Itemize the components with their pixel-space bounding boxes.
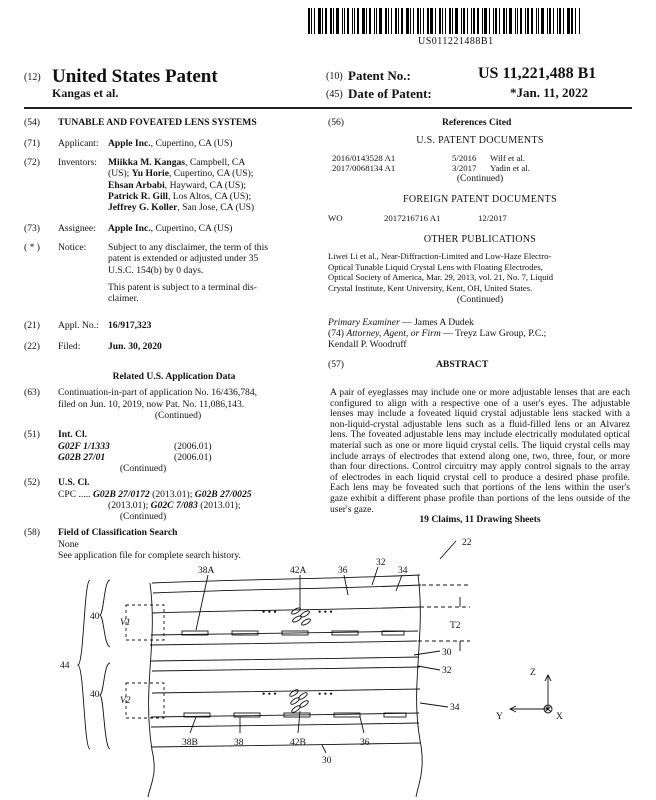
int-cl-code: G02B 27/01 (58, 451, 106, 463)
leader (372, 567, 378, 585)
date-of-patent: *Jan. 11, 2022 (510, 85, 589, 100)
field-num: (21) (24, 320, 40, 331)
leader (418, 666, 440, 670)
field-num: (73) (24, 223, 40, 234)
us-cl-label: U.S. Cl. (58, 477, 90, 489)
publication-line: Optical Society of America, Mar. 29, 2013, vol. 21, No. 7, Liquid (328, 272, 554, 283)
barcode-bar (455, 8, 458, 34)
leader (298, 711, 300, 733)
barcode-bar (379, 8, 382, 34)
barcode-bar (322, 8, 323, 34)
notice-text (108, 242, 324, 304)
layer-line (151, 657, 419, 661)
classification-search-label: Field of Classification Search (58, 527, 178, 539)
field-num: (52) (24, 477, 40, 489)
leader (196, 575, 208, 630)
references-title: References Cited (442, 117, 512, 128)
leader (414, 651, 440, 655)
int-cl-date: (2006.01) (174, 451, 212, 463)
int-cl-date: (2006.01) (174, 440, 212, 452)
appl-no-value: 16/917,323 (108, 320, 152, 331)
filed-value: Jun. 30, 2020 (108, 341, 162, 352)
claims-sheets: 19 Claims, 11 Drawing Sheets (419, 514, 541, 525)
axis-y-label: Y (496, 712, 503, 722)
barcode-bar (536, 8, 537, 34)
ref-38a: 38A (198, 566, 215, 576)
ref-v2: V2 (120, 696, 131, 706)
barcode-bar (482, 8, 483, 34)
barcode-bar (547, 8, 548, 34)
ellipsis-dots: • • • (318, 608, 333, 618)
examiner-label: Primary Examiner (328, 316, 400, 328)
invention-title: TUNABLE AND FOVEATED LENS SYSTEMS (58, 117, 257, 128)
inventor-location: , Campbell, CA (185, 157, 246, 168)
barcode-bar (531, 8, 533, 34)
barcode-bar (342, 8, 343, 34)
us-documents-list (328, 153, 632, 173)
int-cl-code: G02F 1/1333 (58, 440, 110, 452)
barcode-bar (445, 8, 446, 34)
barcode-bar (571, 8, 573, 34)
barcode-bar (463, 8, 465, 34)
reference-date: 12/2017 (478, 212, 507, 223)
barcode-bar (366, 8, 367, 34)
inventor-name: Jeffrey G. Koller (108, 202, 178, 214)
barcode-bar (484, 8, 487, 34)
cpc-label: CPC ..... (58, 488, 91, 500)
notice-label: Notice: (58, 242, 87, 253)
publication-line: Liwei Li et al., Near-Diffraction-Limited and Low-Haze Electro- (328, 251, 552, 262)
field-num: (57) (328, 358, 344, 370)
barcode-bar (473, 8, 475, 34)
publication-line: Optical Tunable Liquid Crystal Lens with Floating Electrodes, (328, 261, 543, 272)
notice-line: claimer. (108, 293, 139, 305)
us-documents-title: U.S. PATENT DOCUMENTS (416, 135, 544, 146)
barcode-bar (467, 8, 468, 34)
axis-triad (510, 675, 552, 713)
barcode-bar (435, 8, 436, 34)
applicant-location: , Cupertino, CA (US) (150, 138, 233, 149)
ellipsis-dots: • • • (262, 608, 277, 618)
assignee-location: , Cupertino, CA (US) (150, 223, 233, 234)
field-num: (56) (328, 117, 344, 128)
field-num: (72) (24, 157, 40, 168)
barcode-bar (369, 8, 371, 34)
inventor-location: , Los Altos, CA (US); (167, 190, 252, 202)
barcode-bar (575, 8, 576, 34)
brace-40-bottom (100, 663, 110, 749)
reference-date: 5/2016 (452, 153, 477, 164)
layer-line (151, 713, 419, 717)
layer-line (150, 641, 417, 645)
label-12: (12) (24, 72, 41, 83)
related-data-title: Related U.S. Application Data (112, 371, 236, 382)
leader (420, 703, 448, 707)
barcode-bar (549, 8, 551, 34)
layer-line (152, 689, 420, 693)
ref-42a: 42A (290, 566, 307, 576)
inventors-list (108, 157, 324, 213)
inventor-name: Patrick R. Gill (108, 190, 168, 202)
ref-34: 34 (398, 566, 408, 576)
ref-22: 22 (462, 538, 472, 548)
barcode-bar (499, 8, 500, 34)
layer-line (152, 607, 420, 613)
barcode-bar (325, 8, 327, 34)
continued-note: (Continued) (119, 462, 167, 474)
assignee-name: Apple Inc. (108, 223, 151, 234)
ref-38: 38 (234, 738, 244, 748)
inventor-location: , San Jose, CA (US) (177, 202, 255, 214)
barcode-bar (449, 8, 451, 34)
barcode-bar (452, 8, 453, 34)
inventor-location: (US); (108, 168, 130, 180)
barcode-bar (553, 8, 554, 34)
barcode-bar (413, 8, 414, 34)
ref-42b: 42B (290, 738, 306, 748)
left-column (24, 117, 324, 563)
cpc-code: G02B 27/0025 (194, 488, 252, 500)
right-column (328, 117, 632, 372)
brace-40-top (100, 580, 110, 647)
date-of-patent-label: Date of Patent: (348, 86, 432, 101)
ellipsis-dots: • • • (262, 690, 277, 700)
ref-36: 36 (360, 738, 370, 748)
reference-row (328, 163, 632, 173)
layer-line (153, 585, 421, 593)
int-cl-label: Int. Cl. (58, 429, 88, 441)
field-num: ( * ) (24, 242, 40, 253)
barcode-bar (541, 8, 544, 34)
inventor-location: , Cupertino, CA (US); (168, 168, 254, 180)
notice-line: U.S.C. 154(b) by 0 days. (108, 264, 204, 276)
ref-30: 30 (442, 648, 452, 658)
cpc-code: G02B 27/0172 (92, 488, 150, 500)
barcode-bar (336, 8, 339, 34)
barcode-bar (314, 8, 315, 34)
attorney-name-2: Kendall P. Woodruff (328, 339, 407, 351)
layer-line (152, 667, 420, 671)
label-10: (10) (326, 71, 343, 82)
barcode-bar (318, 8, 321, 34)
barcode-bar (388, 8, 389, 34)
cpc-date: (2013.01); (108, 499, 149, 511)
barcode-bar (509, 8, 512, 34)
continued-note: (Continued) (119, 511, 167, 523)
inventor-location: , Hayward, CA (US); (164, 179, 247, 191)
inventors-label: Inventors: (58, 157, 97, 168)
ref-38b: 38B (182, 738, 198, 748)
inventor-name: Ehsan Arbabi (108, 179, 165, 191)
reference-number: 2017/0068134 A1 (332, 163, 396, 174)
field-num: (71) (24, 138, 40, 149)
filed-label: Filed: (58, 341, 81, 352)
lc-molecules-bottom (289, 688, 309, 713)
related-line: Continuation-in-part of application No. 16/436,784, (58, 387, 258, 399)
ref-32: 32 (376, 558, 386, 568)
layer-line (152, 575, 420, 583)
axis-z-label: Z (530, 668, 536, 678)
barcode-bar (357, 8, 359, 34)
barcode-bar (385, 8, 387, 34)
barcode-bar (439, 8, 441, 34)
barcode-bar (417, 8, 419, 34)
notice-line: This patent is subject to a terminal dis- (108, 281, 257, 293)
barcode-bar (391, 8, 392, 34)
continued-note: (Continued) (456, 293, 504, 305)
leader (322, 745, 326, 753)
lens-right-edge (416, 575, 422, 797)
appl-no-label: Appl. No.: (58, 320, 99, 331)
reference-row (328, 153, 632, 163)
classification-search-line: See application file for complete search history. (58, 549, 241, 561)
field-num: (58) (24, 527, 40, 539)
ref-40: 40 (90, 612, 100, 622)
abstract-text: A pair of eyeglasses may include one or more adjustable lenses that are each configured to align with a respective one of a user's eyes. The adjustable lenses may include a foveated liquid crystal adjustable lens stacked with a non-liquid-crystal adjustable lens such as a fluid-filled lens or an Alvarez lens. The foveated adjustable lens may include electrically modulated optical material such as one or more liquid crystal cells. The liquid crystal cells may include arrays of electrodes that extend along one, two, three, four, or more than four directions. Control circuitry may apply control signals to the array of electrodes in each liquid crystal cell to produce a desired phase profile. Each lens may be foveated such that portions of the lens within the user's gaze exhibit a different phase profile than portions of the lens outside of the user's gaze. (330, 387, 630, 515)
barcode-bar (347, 8, 349, 34)
layer-line (151, 723, 419, 727)
barcode-bar (525, 8, 526, 34)
other-publications-title: OTHER PUBLICATIONS (423, 233, 537, 245)
barcode-bar (398, 8, 399, 34)
patent-number: US 11,221,488 B1 (478, 65, 597, 82)
ref-30: 30 (322, 756, 332, 766)
notice-line: patent is extended or adjusted under 35 (108, 253, 259, 265)
barcode-bar (374, 8, 375, 34)
field-num: (51) (24, 429, 40, 441)
leader (360, 717, 364, 733)
dim-extension (418, 585, 470, 641)
barcode-bar (354, 8, 355, 34)
barcode-bar (559, 8, 561, 34)
ref-32: 32 (442, 666, 452, 676)
applicant-label: Applicant: (58, 138, 99, 149)
barcode-bar (515, 8, 516, 34)
ref-36: 36 (338, 566, 348, 576)
related-line: filed on Jun. 10, 2019, now Pat. No. 11,086,143. (58, 398, 245, 410)
field-num: (74) (328, 328, 344, 340)
barcode-bar (493, 8, 494, 34)
cpc-date: (2013.01); (152, 488, 193, 500)
notice-line: Subject to any disclaimer, the term of this (108, 242, 269, 253)
document-title: United States Patent (52, 66, 218, 87)
barcode (308, 8, 606, 34)
reference-number: 2017216716 A1 (384, 212, 441, 223)
barcode-bar (308, 8, 310, 34)
ref-t2: T2 (450, 621, 461, 631)
barcode-bar (362, 8, 365, 34)
cpc-code: G02C 7/083 (150, 499, 198, 511)
barcode-bar (423, 8, 424, 34)
barcode-bar (420, 8, 421, 34)
us-cl-block (58, 477, 328, 522)
barcode-bar (395, 8, 397, 34)
barcode-bar (461, 8, 462, 34)
reference-name: Yadin et al. (490, 163, 530, 174)
examiner-name: — James A Dudek (399, 316, 474, 328)
barcode-bar (503, 8, 505, 34)
ref-44: 44 (60, 661, 70, 671)
region-v2 (126, 683, 164, 718)
other-publications-text (328, 251, 632, 293)
ref-34: 34 (450, 703, 460, 713)
inventor-name: Yu Horie (131, 168, 169, 180)
barcode-bar (520, 8, 522, 34)
barcode-bar (406, 8, 409, 34)
inventor-name: Miikka M. Kangas (108, 157, 186, 168)
header-divider (24, 107, 632, 109)
field-num: (63) (24, 387, 40, 399)
continued-note: (Continued) (456, 173, 504, 185)
reference-country: WO (328, 212, 343, 223)
assignee-label: Assignee: (58, 223, 96, 234)
barcode-bar (506, 8, 507, 34)
inventor-short: Kangas et al. (52, 86, 119, 100)
barcode-bar (471, 8, 472, 34)
barcode-bar (330, 8, 332, 34)
attorney-name: — Treyz Law Group, P.C.; (440, 328, 547, 340)
classification-search-line: None (58, 538, 79, 550)
int-cl-block (58, 429, 324, 474)
barcode-bar (427, 8, 429, 34)
reference-name: Wilf et al. (490, 153, 526, 164)
foreign-reference-row (328, 213, 632, 225)
barcode-bar (344, 8, 345, 34)
barcode-bar (489, 8, 490, 34)
barcode-bar (495, 8, 497, 34)
ref-40: 40 (90, 690, 100, 700)
field-num: (54) (24, 117, 40, 128)
barcode-bar (376, 8, 377, 34)
ref-v1: V1 (120, 618, 131, 628)
lens-left-edge (148, 583, 154, 797)
barcode-bar (567, 8, 570, 34)
publication-number: US011221488B1 (418, 36, 494, 47)
reference-number: 2016/0143528 A1 (332, 153, 396, 164)
applicant-name: Apple Inc. (108, 138, 151, 149)
abstract-title: ABSTRACT (436, 358, 489, 370)
reference-date: 3/2017 (452, 163, 477, 174)
continued-note: (Continued) (154, 409, 202, 421)
barcode-bar (563, 8, 564, 34)
leader (190, 717, 196, 733)
foreign-documents-title: FOREIGN PATENT DOCUMENTS (403, 193, 557, 205)
barcode-bar (517, 8, 518, 34)
barcode-bar (442, 8, 443, 34)
label-45: (45) (326, 89, 343, 100)
patent-figure (0, 535, 656, 800)
related-data-text (58, 387, 324, 421)
field-num: (22) (24, 341, 40, 352)
leader (440, 541, 456, 559)
barcode-bar (477, 8, 479, 34)
axis-x-label: X (556, 712, 563, 722)
cpc-date: (2013.01); (200, 499, 241, 511)
ellipsis-dots: • • • (318, 690, 333, 700)
publication-line: Crystal Institute, Kent University, Kent, OH, United States. (328, 282, 533, 293)
barcode-bar (527, 8, 529, 34)
patent-number-label: Patent No.: (348, 68, 411, 83)
barcode-bar (579, 8, 580, 34)
barcode-bar (311, 8, 312, 34)
barcode-bar (401, 8, 403, 34)
barcode-bar (410, 8, 411, 34)
barcode-bar (557, 8, 558, 34)
barcode-bar (352, 8, 353, 34)
leader (396, 575, 402, 591)
brace-44 (78, 580, 90, 749)
barcode-bar (333, 8, 334, 34)
layer-line (151, 631, 418, 635)
barcode-bar (430, 8, 433, 34)
attorney-label: Attorney, Agent, or Firm (346, 328, 441, 340)
barcode-bar (538, 8, 539, 34)
